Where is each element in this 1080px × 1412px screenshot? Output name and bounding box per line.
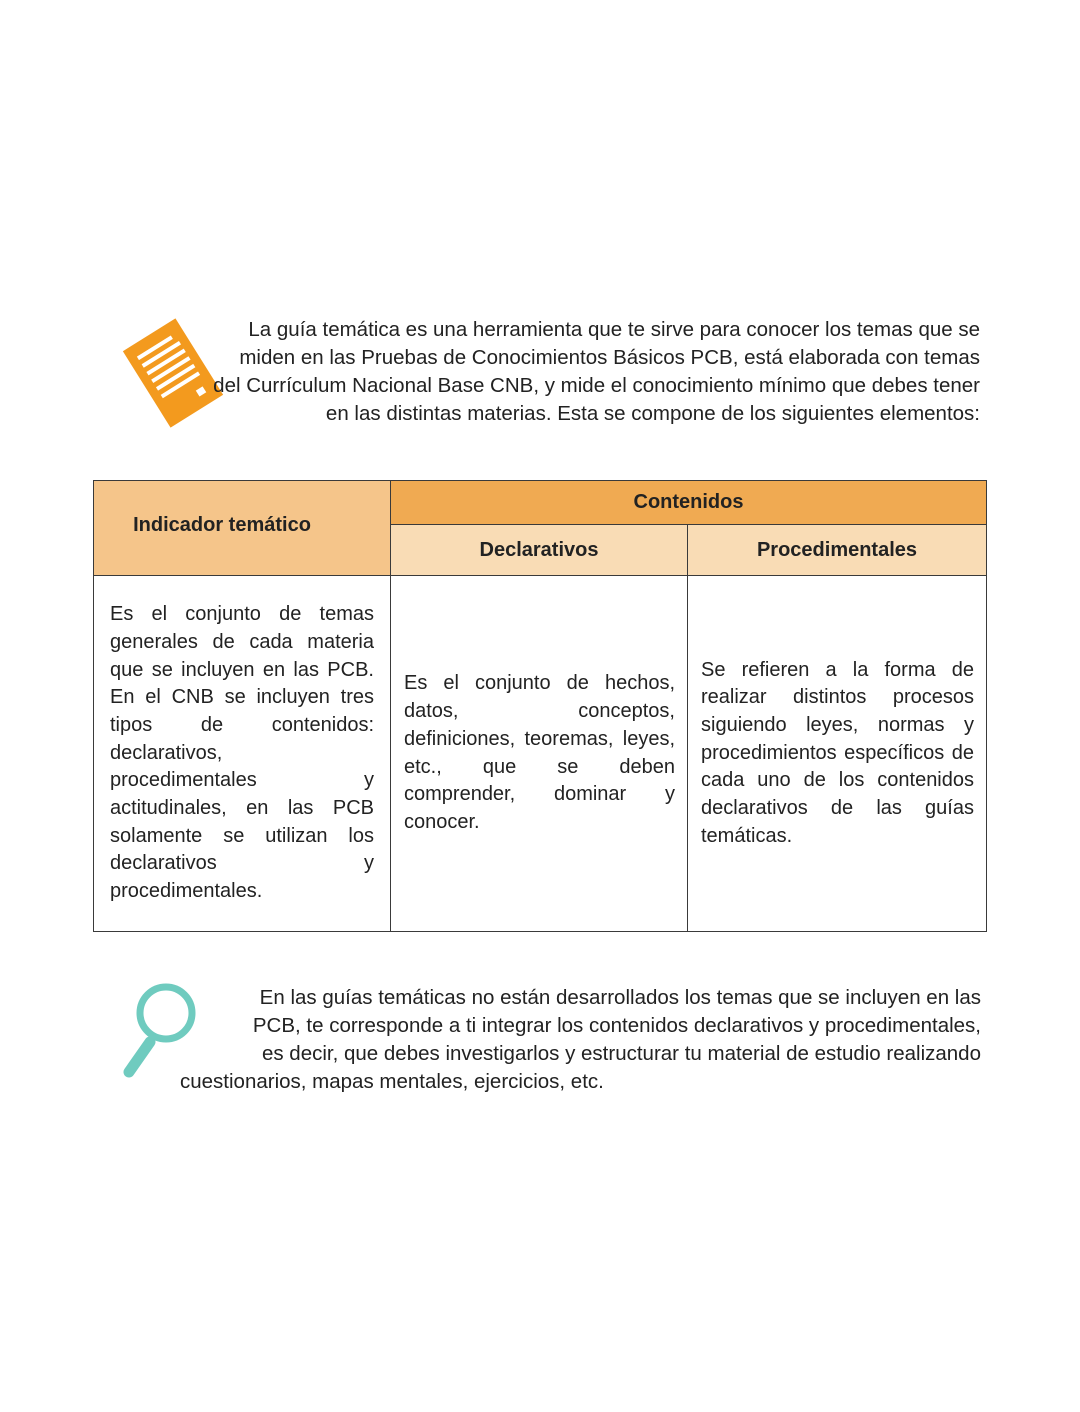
note-line: es decir, que debes investigarlos y estructurar tu material de estudio realizando (261, 1042, 981, 1065)
note-paragraph (180, 984, 981, 1096)
header-declarativos: Declarativos (391, 525, 688, 576)
note-section (110, 978, 982, 1098)
header-indicador-tematico: Indicador temático (94, 481, 391, 576)
guide-elements-table (93, 480, 987, 932)
cell-indicador-description: Es el conjunto de temas generales de cada materia que se incluyen en las PCB. En el CNB se incluyen tres tipos de contenidos: declarativos, procedimentales y actitudinales, en las PCB solamente se utilizan los declarativos y procedimentales. (94, 576, 391, 932)
intro-paragraph: La guía temática es una herramienta que te sirve para conocer los temas que se miden en las Pruebas de Conocimientos Básicos PCB, está elaborada con temas del Currículum Nacional Base CNB, y mide el conocimiento mínimo que debes tener en las distintas materias. Esta se compone de los siguientes elementos: (213, 318, 980, 425)
note-line: cuestionarios, mapas mentales, ejercicios, etc. (180, 1070, 604, 1093)
note-line: En las guías temáticas no están desarrollados los temas que se incluyen en las (259, 986, 981, 1009)
header-procedimentales: Procedimentales (688, 525, 987, 576)
intro-section (110, 312, 982, 437)
header-contenidos: Contenidos (391, 481, 987, 525)
note-line: PCB, te corresponde a ti integrar los contenidos declarativos y procedimentales, (252, 1014, 981, 1037)
cell-declarativos-description: Es el conjunto de hechos, datos, conceptos, definiciones, teoremas, leyes, etc., que se deben comprender, dominar y conocer. (391, 576, 688, 932)
cell-procedimentales-description: Se refieren a la forma de realizar distintos procesos siguiendo leyes, normas y procedimientos específicos de cada uno de los contenidos declarativos de las guías temáticas. (688, 576, 987, 932)
